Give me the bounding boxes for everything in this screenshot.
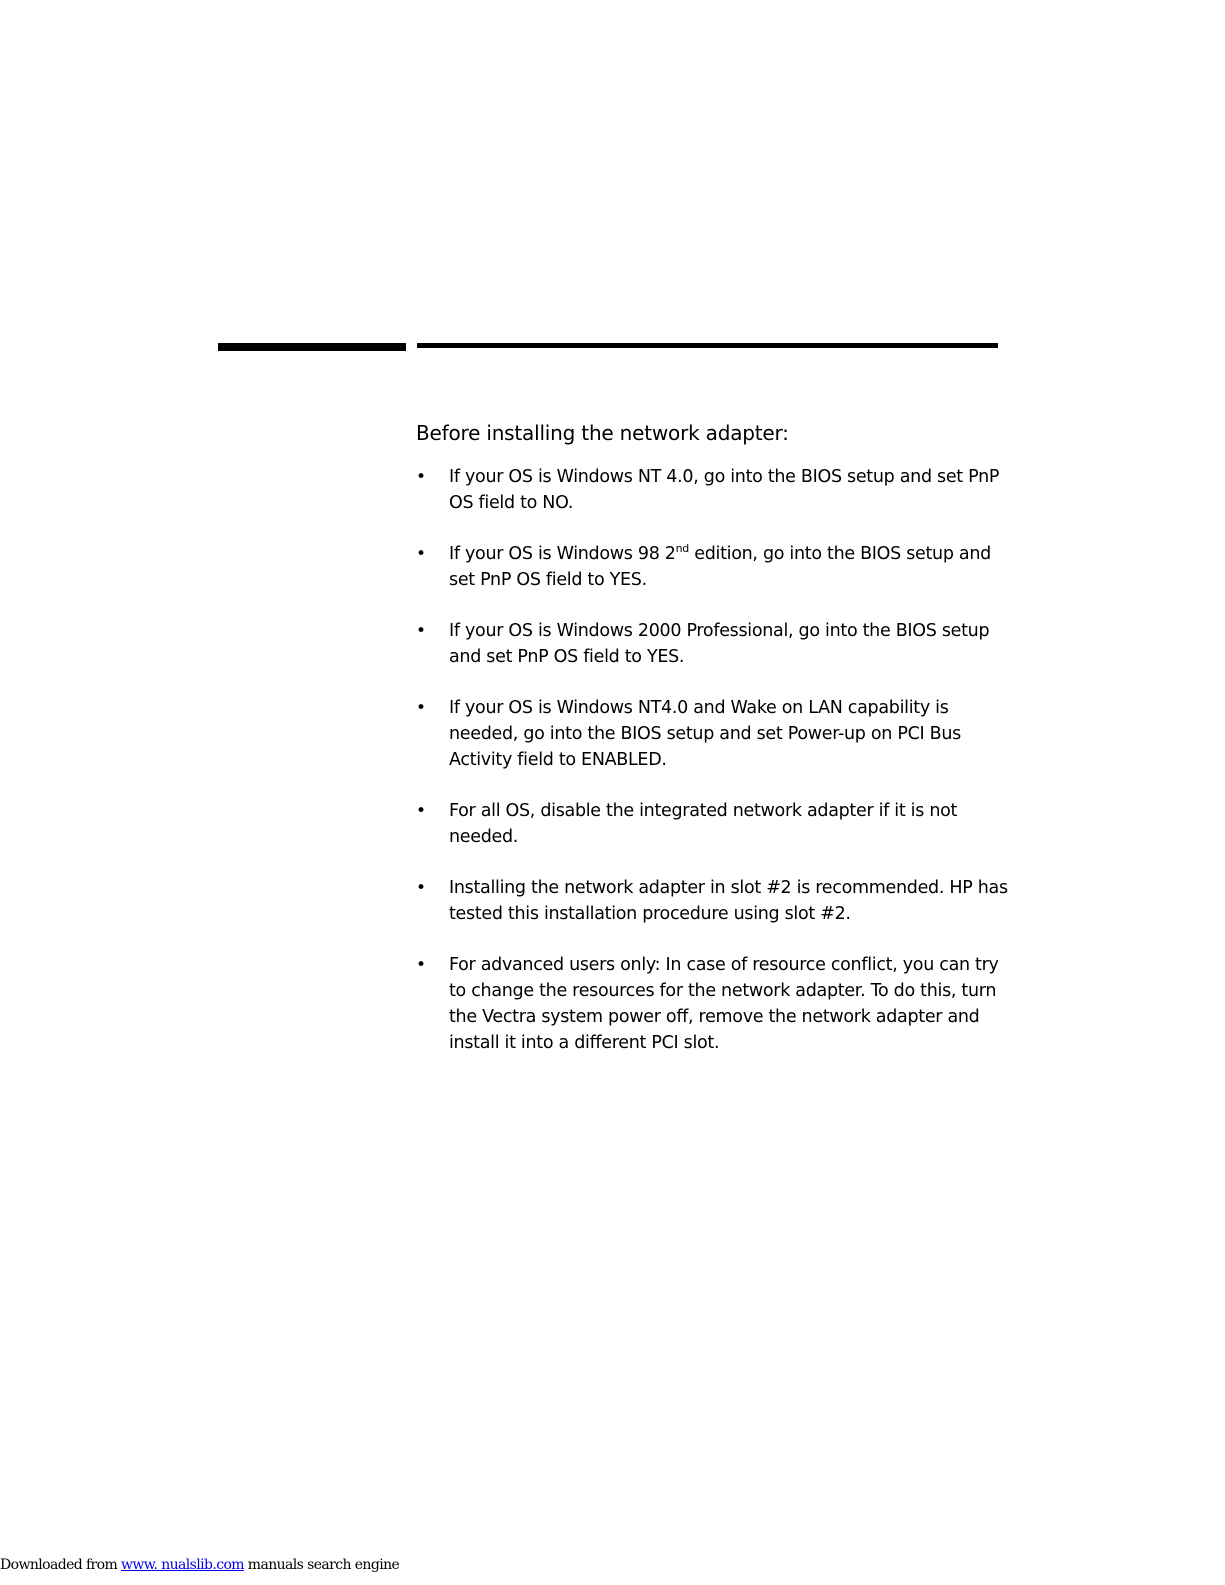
- list-item: [416, 695, 1016, 773]
- list-item-text: Installing the network adapter in slot #2 is recommended. HP has tested this installation procedure using slot #2.: [449, 878, 1008, 924]
- list-item: [416, 464, 1016, 516]
- bullet-icon: •: [416, 955, 426, 975]
- list-item-text: For advanced users only: In case of resource conflict, you can try to change the resources for the network adapter. To do this, turn the Vectra system power off, remove the network adapter and install it into a different PCI slot.: [449, 955, 999, 1053]
- header-rule-thin: [417, 343, 998, 348]
- bullet-icon: •: [416, 801, 426, 821]
- list-item: [416, 952, 1016, 1056]
- bullet-list: [416, 464, 1016, 1056]
- list-item-text: If your OS is Windows 2000 Professional, go into the BIOS setup and set PnP OS field to YES.: [449, 621, 990, 667]
- download-footer: [0, 1557, 399, 1573]
- bullet-icon: •: [416, 621, 426, 641]
- list-item: [416, 541, 1016, 593]
- list-item-text-end: edition, go into the BIOS setup and set PnP OS field to YES.: [449, 544, 991, 590]
- bullet-icon: •: [416, 544, 426, 564]
- list-item-text: If your OS is Windows NT4.0 and Wake on LAN capability is needed, go into the BIOS setup and set Power-up on PCI Bus Activity field to ENABLED.: [449, 698, 961, 770]
- list-item: [416, 798, 1016, 850]
- footer-suffix: manuals search engine: [243, 1557, 400, 1573]
- list-item-text: If your OS is Windows NT 4.0, go into the BIOS setup and set PnP OS field to NO.: [449, 467, 1000, 513]
- list-item: [416, 618, 1016, 670]
- header-rule-thick: [218, 343, 406, 351]
- manualslib-link[interactable]: www. nualslib.com: [121, 1557, 244, 1573]
- ordinal-superscript: nd: [675, 542, 689, 556]
- list-item-text: For all OS, disable the integrated network adapter if it is not needed.: [449, 801, 958, 847]
- page-content: [416, 420, 1016, 1081]
- bullet-icon: •: [416, 467, 426, 487]
- intro-text: Before installing the network adapter:: [416, 421, 789, 445]
- footer-prefix: Downloaded from: [0, 1557, 121, 1573]
- list-item-text-start: If your OS is Windows 98 2: [449, 544, 676, 564]
- list-item: [416, 875, 1016, 927]
- bullet-icon: •: [416, 878, 426, 898]
- bullet-icon: •: [416, 698, 426, 718]
